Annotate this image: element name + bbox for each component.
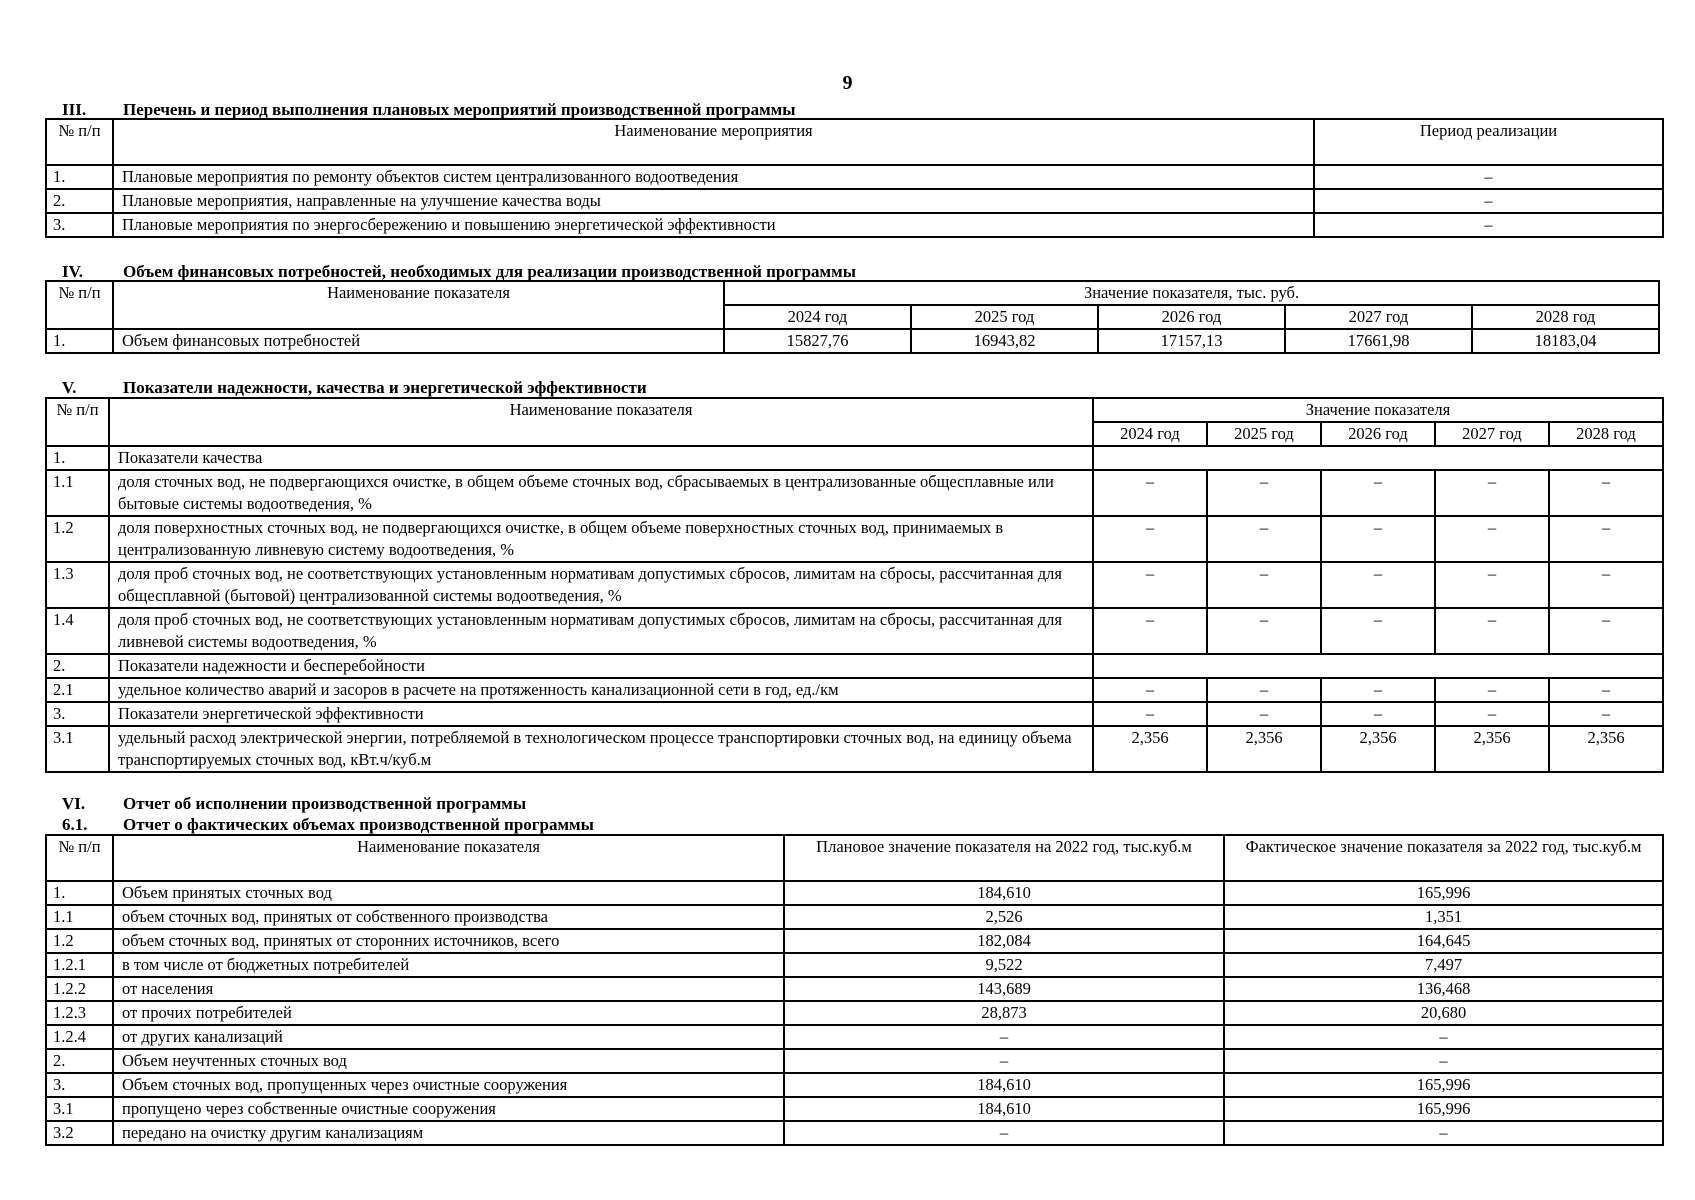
row-name: Показатели надежности и бесперебойности	[109, 654, 1093, 678]
row-no: 1.2.2	[46, 977, 113, 1001]
row-value: –	[1435, 562, 1549, 608]
row-value: 15827,76	[724, 329, 911, 353]
header-name: Наименование показателя	[113, 835, 784, 881]
row-empty	[1093, 446, 1663, 470]
section-6-heading	[62, 794, 526, 814]
table-row	[46, 1073, 1663, 1097]
row-name: Показатели энергетической эффективности	[109, 702, 1093, 726]
table-row	[46, 189, 1663, 213]
section-4-table	[45, 280, 1660, 354]
row-plan: 184,610	[784, 1073, 1224, 1097]
header-name: Наименование показателя	[109, 398, 1093, 446]
table-row	[46, 953, 1663, 977]
row-value: –	[1549, 608, 1663, 654]
row-fact: 7,497	[1224, 953, 1663, 977]
row-no: 3.	[46, 702, 109, 726]
row-value: –	[1093, 678, 1207, 702]
table-row	[46, 702, 1663, 726]
row-value: –	[1207, 702, 1321, 726]
row-name: объем сточных вод, принятых от сторонних источников, всего	[113, 929, 784, 953]
table-row	[46, 1049, 1663, 1073]
header-year: 2027 год	[1435, 422, 1549, 446]
row-period: –	[1314, 165, 1663, 189]
table-row	[46, 654, 1663, 678]
row-fact: 165,996	[1224, 1073, 1663, 1097]
header-period: Период реализации	[1314, 119, 1663, 165]
row-fact: 165,996	[1224, 881, 1663, 905]
header-year: 2024 год	[724, 305, 911, 329]
row-no: 2.1	[46, 678, 109, 702]
row-value: –	[1549, 516, 1663, 562]
header-no: № п/п	[46, 835, 113, 881]
row-value: –	[1207, 516, 1321, 562]
row-name: Плановые мероприятия по энергосбережению и повышению энергетической эффективности	[113, 213, 1314, 237]
row-name: пропущено через собственные очистные сооружения	[113, 1097, 784, 1121]
row-no: 1.2	[46, 516, 109, 562]
row-name: Объем финансовых потребностей	[113, 329, 724, 353]
row-name: объем сточных вод, принятых от собственного производства	[113, 905, 784, 929]
row-value: –	[1207, 678, 1321, 702]
header-value: Значение показателя, тыс. руб.	[724, 281, 1659, 305]
row-name: доля проб сточных вод, не соответствующих установленным нормативам допустимых сбросов, лимитам на сбросы, рассчитанная для ливневой системы водоотведения, %	[109, 608, 1093, 654]
row-value: 2,356	[1093, 726, 1207, 772]
row-value: –	[1435, 516, 1549, 562]
row-value: –	[1093, 562, 1207, 608]
row-name: от населения	[113, 977, 784, 1001]
header-year: 2027 год	[1285, 305, 1472, 329]
row-fact: –	[1224, 1025, 1663, 1049]
table-header-row	[46, 835, 1663, 881]
row-no: 1.	[46, 881, 113, 905]
row-empty	[1093, 654, 1663, 678]
row-name: доля сточных вод, не подвергающихся очистке, в общем объеме сточных вод, сбрасываемых в централизованные общесплавные или бытовые системы водоотведения, %	[109, 470, 1093, 516]
row-no: 1.1	[46, 905, 113, 929]
section-4-title: Объем финансовых потребностей, необходимых для реализации производственной программы	[123, 262, 856, 281]
row-no: 1.2.3	[46, 1001, 113, 1025]
section-5-title: Показатели надежности, качества и энергетической эффективности	[123, 378, 647, 397]
row-value: –	[1435, 470, 1549, 516]
section-5-number: V.	[62, 378, 77, 397]
row-plan: 184,610	[784, 881, 1224, 905]
row-period: –	[1314, 213, 1663, 237]
table-row	[46, 1025, 1663, 1049]
row-value: 18183,04	[1472, 329, 1659, 353]
row-fact: 20,680	[1224, 1001, 1663, 1025]
row-no: 3.2	[46, 1121, 113, 1145]
section-3-table	[45, 118, 1664, 238]
row-value: –	[1435, 608, 1549, 654]
row-value: –	[1435, 702, 1549, 726]
row-name: удельное количество аварий и засоров в расчете на протяженность канализационной сети в год, ед./км	[109, 678, 1093, 702]
header-plan: Плановое значение показателя на 2022 год, тыс.куб.м	[784, 835, 1224, 881]
row-value: –	[1207, 608, 1321, 654]
row-fact: 1,351	[1224, 905, 1663, 929]
header-year: 2026 год	[1321, 422, 1435, 446]
row-value: –	[1321, 678, 1435, 702]
row-plan: 28,873	[784, 1001, 1224, 1025]
section-3-title: Перечень и период выполнения плановых мероприятий производственной программы	[123, 100, 796, 119]
table-row	[46, 470, 1663, 516]
row-value: –	[1093, 608, 1207, 654]
row-plan: 182,084	[784, 929, 1224, 953]
row-name: от прочих потребителей	[113, 1001, 784, 1025]
header-no: № п/п	[46, 398, 109, 446]
row-no: 3.	[46, 213, 113, 237]
table-row	[46, 446, 1663, 470]
row-no: 1.2	[46, 929, 113, 953]
row-plan: 184,610	[784, 1097, 1224, 1121]
row-value: 2,356	[1321, 726, 1435, 772]
section-6-table	[45, 834, 1664, 1146]
row-plan: 2,526	[784, 905, 1224, 929]
row-value: –	[1093, 470, 1207, 516]
section-4-number: IV.	[62, 262, 83, 281]
row-fact: 165,996	[1224, 1097, 1663, 1121]
header-year: 2024 год	[1093, 422, 1207, 446]
table-row	[46, 213, 1663, 237]
header-year: 2026 год	[1098, 305, 1285, 329]
row-value: 17661,98	[1285, 329, 1472, 353]
header-value: Значение показателя	[1093, 398, 1663, 422]
row-no: 1.	[46, 329, 113, 353]
table-row	[46, 329, 1659, 353]
table-row	[46, 929, 1663, 953]
row-name: доля проб сточных вод, не соответствующих установленным нормативам допустимых сбросов, лимитам на сбросы, рассчитанная для общесплавной (бытовой) централизованной системы водоотведения, %	[109, 562, 1093, 608]
row-value: 2,356	[1207, 726, 1321, 772]
row-fact: 164,645	[1224, 929, 1663, 953]
row-value: –	[1321, 702, 1435, 726]
row-no: 2.	[46, 654, 109, 678]
row-no: 3.1	[46, 726, 109, 772]
table-row	[46, 608, 1663, 654]
row-name: от других канализаций	[113, 1025, 784, 1049]
section-6-1-heading	[62, 815, 594, 835]
row-value: –	[1435, 678, 1549, 702]
row-name: Показатели качества	[109, 446, 1093, 470]
table-row	[46, 977, 1663, 1001]
header-fact: Фактическое значение показателя за 2022 год, тыс.куб.м	[1224, 835, 1663, 881]
row-value: 16943,82	[911, 329, 1098, 353]
row-plan: 9,522	[784, 953, 1224, 977]
row-no: 1.	[46, 446, 109, 470]
section-3-heading	[62, 100, 796, 120]
row-value: –	[1321, 516, 1435, 562]
row-no: 1.3	[46, 562, 109, 608]
header-year: 2025 год	[911, 305, 1098, 329]
row-name: Объем сточных вод, пропущенных через очистные сооружения	[113, 1073, 784, 1097]
row-plan: –	[784, 1049, 1224, 1073]
row-no: 1.4	[46, 608, 109, 654]
table-row	[46, 881, 1663, 905]
section-3-number: III.	[62, 100, 87, 119]
row-no: 1.2.4	[46, 1025, 113, 1049]
header-name: Наименование мероприятия	[113, 119, 1314, 165]
section-5-table	[45, 397, 1664, 773]
section-5-heading	[62, 378, 647, 398]
row-plan: –	[784, 1025, 1224, 1049]
row-value: 2,356	[1435, 726, 1549, 772]
table-row	[46, 1001, 1663, 1025]
table-header-row	[46, 398, 1663, 422]
row-value: –	[1321, 608, 1435, 654]
row-value: 2,356	[1549, 726, 1663, 772]
row-no: 1.1	[46, 470, 109, 516]
row-value: –	[1549, 678, 1663, 702]
section-6-title: Отчет об исполнении производственной программы	[123, 794, 527, 813]
header-name: Наименование показателя	[113, 281, 724, 329]
table-row	[46, 165, 1663, 189]
row-value: 17157,13	[1098, 329, 1285, 353]
row-fact: –	[1224, 1049, 1663, 1073]
row-name: доля поверхностных сточных вод, не подвергающихся очистке, в общем объеме поверхностных сточных вод, принимаемых в централизованную ливневую систему водоотведения, %	[109, 516, 1093, 562]
row-value: –	[1093, 702, 1207, 726]
row-no: 1.2.1	[46, 953, 113, 977]
header-year: 2028 год	[1549, 422, 1663, 446]
table-header-row	[46, 281, 1659, 305]
row-name: в том числе от бюджетных потребителей	[113, 953, 784, 977]
section-6-1-number: 6.1.	[62, 815, 88, 834]
row-value: –	[1549, 470, 1663, 516]
table-row	[46, 1097, 1663, 1121]
row-value: –	[1321, 470, 1435, 516]
row-value: –	[1549, 562, 1663, 608]
row-plan: –	[784, 1121, 1224, 1145]
row-no: 3.1	[46, 1097, 113, 1121]
row-fact: 136,468	[1224, 977, 1663, 1001]
section-6-1-title: Отчет о фактических объемах производственной программы	[123, 815, 594, 834]
table-row	[46, 562, 1663, 608]
row-name: удельный расход электрической энергии, потребляемой в технологическом процессе транспортировки сточных вод, на единицу объема транспортируемых сточных вод, кВт.ч/куб.м	[109, 726, 1093, 772]
section-6-number: VI.	[62, 794, 86, 813]
table-row	[46, 905, 1663, 929]
header-no: № п/п	[46, 281, 113, 329]
row-no: 2.	[46, 1049, 113, 1073]
table-row	[46, 516, 1663, 562]
row-no: 1.	[46, 165, 113, 189]
row-period: –	[1314, 189, 1663, 213]
row-name: передано на очистку другим канализациям	[113, 1121, 784, 1145]
row-name: Плановые мероприятия по ремонту объектов систем централизованного водоотведения	[113, 165, 1314, 189]
table-header-row	[46, 119, 1663, 165]
header-year: 2028 год	[1472, 305, 1659, 329]
page-number: 9	[842, 72, 853, 94]
row-plan: 143,689	[784, 977, 1224, 1001]
row-name: Объем неучтенных сточных вод	[113, 1049, 784, 1073]
row-value: –	[1549, 702, 1663, 726]
row-name: Объем принятых сточных вод	[113, 881, 784, 905]
table-row	[46, 726, 1663, 772]
row-value: –	[1207, 562, 1321, 608]
table-row	[46, 1121, 1663, 1145]
row-no: 2.	[46, 189, 113, 213]
row-value: –	[1093, 516, 1207, 562]
table-row	[46, 678, 1663, 702]
header-no: № п/п	[46, 119, 113, 165]
row-no: 3.	[46, 1073, 113, 1097]
row-value: –	[1321, 562, 1435, 608]
section-4-heading	[62, 262, 856, 282]
row-fact: –	[1224, 1121, 1663, 1145]
row-name: Плановые мероприятия, направленные на улучшение качества воды	[113, 189, 1314, 213]
header-year: 2025 год	[1207, 422, 1321, 446]
row-value: –	[1207, 470, 1321, 516]
